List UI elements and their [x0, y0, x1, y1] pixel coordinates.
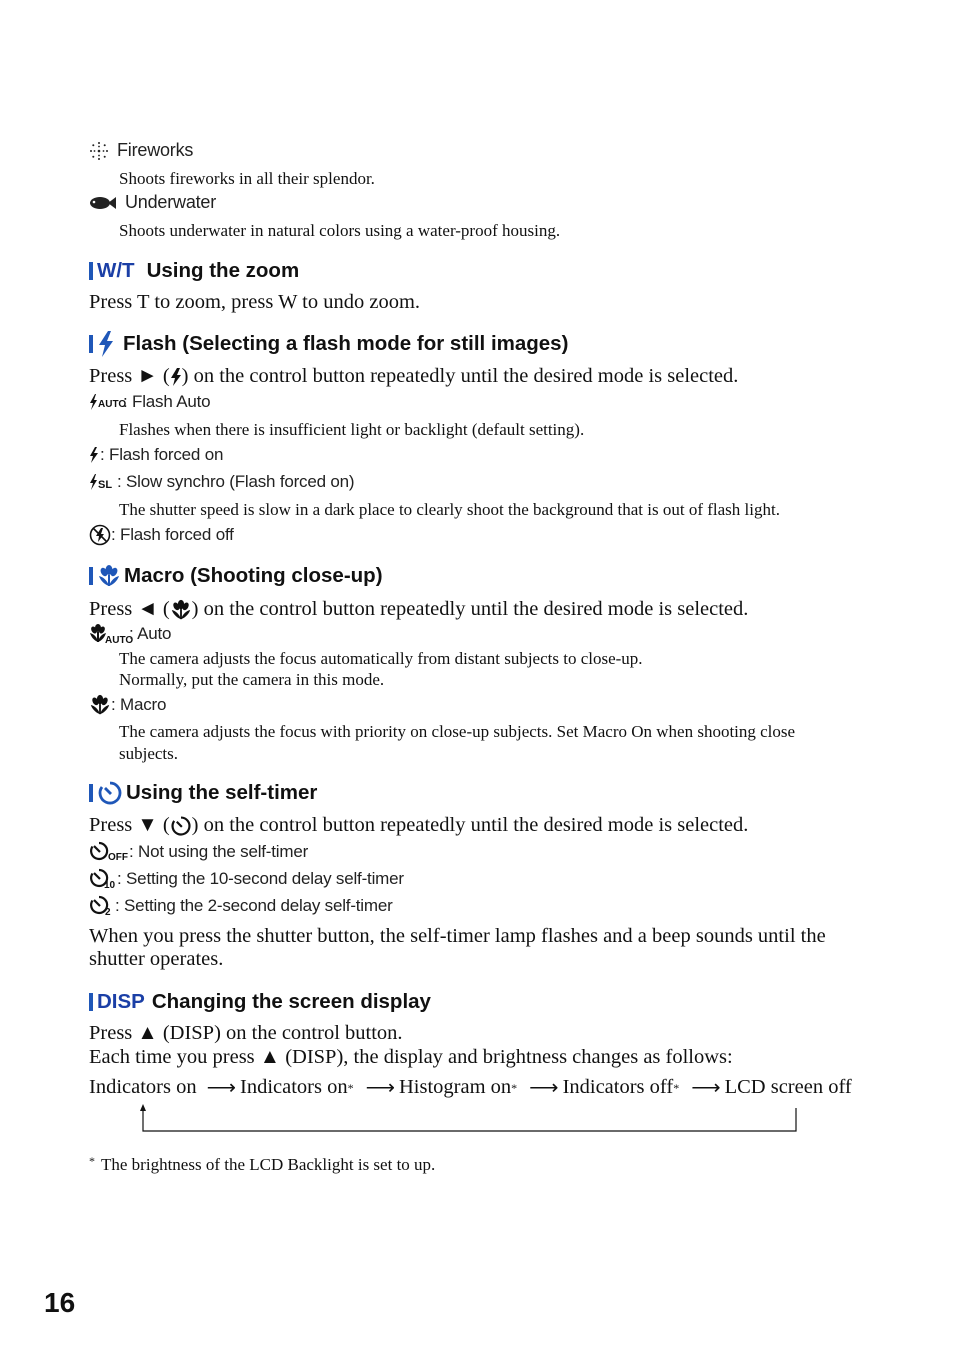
cycle-step: Indicators on — [89, 1076, 197, 1098]
macro-auto-description-1: The camera adjusts the focus automatically from distant subjects to close-up. — [119, 649, 643, 668]
disp-line-1: Press ▲ (DISP) on the control button. — [89, 1022, 403, 1044]
macro-on-label: : Macro — [111, 695, 167, 714]
arrow-right-icon: ⟶ — [206, 1077, 236, 1099]
selftimer-2-label: : Setting the 2-second delay self-timer — [115, 896, 393, 915]
macro-title: Macro (Shooting close-up) — [124, 564, 383, 587]
flash-auto-option — [89, 392, 210, 412]
self-timer-icon — [97, 780, 123, 806]
cycle-return-line — [130, 1100, 810, 1140]
cycle-step: LCD screen off — [724, 1076, 852, 1098]
flash-icon — [170, 368, 182, 386]
cycle-step: Indicators off — [562, 1076, 674, 1098]
underwater-description: Shoots underwater in natural colors using a water-proof housing. — [119, 221, 561, 240]
heading-bar — [89, 335, 93, 353]
macro-auto-label: : Auto — [129, 624, 172, 643]
flash-off-icon — [89, 524, 111, 546]
macro-heading — [89, 564, 383, 588]
fireworks-icon — [89, 141, 109, 161]
zoom-heading — [89, 259, 299, 283]
self-timer-icon — [170, 815, 192, 837]
svg-text:AUTO: AUTO — [98, 399, 127, 410]
cycle-step: Indicators on — [240, 1076, 348, 1098]
selftimer-intro-post: ) on the control button repeatedly until the desired mode is selected. — [191, 814, 749, 836]
fireworks-description: Shoots fireworks in all their splendor. — [119, 169, 375, 188]
slow-synchro-label: : Slow synchro (Flash forced on) — [117, 472, 355, 491]
self-timer-off-icon — [89, 841, 129, 863]
svg-text:2: 2 — [105, 907, 111, 918]
selftimer-intro-pre: Press ▼ ( — [89, 814, 170, 836]
macro-flower-icon — [97, 564, 121, 588]
flash-off-option — [89, 524, 234, 546]
svg-text:OFF: OFF — [108, 852, 128, 863]
slow-synchro-option — [89, 472, 354, 492]
macro-on-description-1: The camera adjusts the focus with priority on close-up subjects. Set Macro On when shooting close — [119, 722, 796, 741]
arrow-right-icon: ⟶ — [691, 1077, 721, 1099]
zoom-text: Press T to zoom, press W to undo zoom. — [89, 291, 421, 313]
flash-intro-post: ) on the control button repeatedly until the desired mode is selected. — [181, 365, 739, 387]
svg-text:AUTO: AUTO — [105, 635, 134, 646]
flash-title: Flash (Selecting a flash mode for still images) — [123, 332, 569, 355]
selftimer-2-option — [89, 895, 393, 917]
selftimer-10-label: : Setting the 10-second delay self-timer — [117, 869, 404, 888]
underwater-scene — [89, 192, 216, 213]
selftimer-10-option — [89, 868, 404, 890]
arrow-right-icon: ⟶ — [529, 1077, 559, 1099]
disp-title: Changing the screen display — [151, 990, 431, 1013]
heading-bar — [89, 262, 93, 280]
flash-on-icon — [89, 446, 100, 464]
fireworks-scene — [89, 140, 193, 161]
page-number: 16 — [44, 1287, 76, 1318]
selftimer-title: Using the self-timer — [126, 781, 318, 804]
macro-flower-icon — [170, 599, 192, 621]
flash-off-label: : Flash forced off — [111, 525, 234, 544]
selftimer-note-2: shutter operates. — [89, 948, 224, 970]
flash-heading — [89, 331, 568, 357]
svg-text:SL: SL — [98, 479, 113, 491]
macro-on-description-2: subjects. — [119, 744, 179, 763]
flash-on-label: : Flash forced on — [100, 445, 224, 464]
heading-bar — [89, 784, 93, 802]
flash-auto-icon — [89, 393, 127, 411]
slow-synchro-description: The shutter speed is slow in a dark place to clearly shoot the background that is out of flash light. — [119, 500, 780, 519]
flash-icon — [97, 331, 115, 357]
zoom-title: Using the zoom — [146, 259, 300, 282]
macro-auto-option — [89, 623, 171, 645]
disp-code: DISP — [97, 990, 145, 1013]
flash-auto-label: : Flash Auto — [123, 392, 211, 411]
flash-auto-description: Flashes when there is insufficient light or backlight (default setting). — [119, 420, 585, 439]
macro-auto-icon — [89, 623, 134, 646]
macro-on-option — [89, 694, 166, 716]
selftimer-heading — [89, 780, 317, 806]
selftimer-off-option — [89, 841, 308, 863]
selftimer-intro — [89, 814, 748, 837]
macro-intro-pre: Press ◄ ( — [89, 598, 170, 620]
fish-icon — [89, 195, 117, 211]
zoom-code: W/T — [97, 259, 135, 282]
macro-intro — [89, 598, 748, 621]
flash-on-option — [89, 445, 223, 465]
arrow-right-icon: ⟶ — [365, 1077, 395, 1099]
disp-line-2: Each time you press ▲ (DISP), the display and brightness changes as follows: — [89, 1046, 733, 1068]
flash-intro-pre: Press ► ( — [89, 365, 170, 387]
heading-bar — [89, 993, 93, 1011]
flash-intro — [89, 365, 738, 388]
heading-bar — [89, 567, 93, 585]
underwater-label: Underwater — [125, 192, 217, 212]
display-cycle: Indicators on ⟶ Indicators on * ⟶ Histogram on * ⟶ Indicators off * ⟶ LCD screen off — [89, 1076, 852, 1099]
footnote-mark: * — [89, 1153, 95, 1168]
cycle-step: Histogram on — [399, 1076, 512, 1098]
macro-flower-icon — [89, 694, 111, 716]
selftimer-note-1: When you press the shutter button, the self-timer lamp flashes and a beep sounds until the — [89, 925, 826, 947]
footnote — [89, 1155, 435, 1175]
slow-synchro-icon — [89, 473, 117, 491]
footnote-text: The brightness of the LCD Backlight is set to up. — [101, 1155, 436, 1174]
self-timer-2-icon — [89, 895, 115, 917]
self-timer-10-icon — [89, 868, 117, 890]
selftimer-off-label: : Not using the self-timer — [129, 842, 309, 861]
fireworks-label: Fireworks — [117, 140, 194, 160]
macro-intro-post: ) on the control button repeatedly until the desired mode is selected. — [191, 598, 749, 620]
macro-auto-description-2: Normally, put the camera in this mode. — [119, 670, 385, 689]
svg-text:10: 10 — [104, 880, 116, 891]
disp-heading — [89, 990, 431, 1014]
